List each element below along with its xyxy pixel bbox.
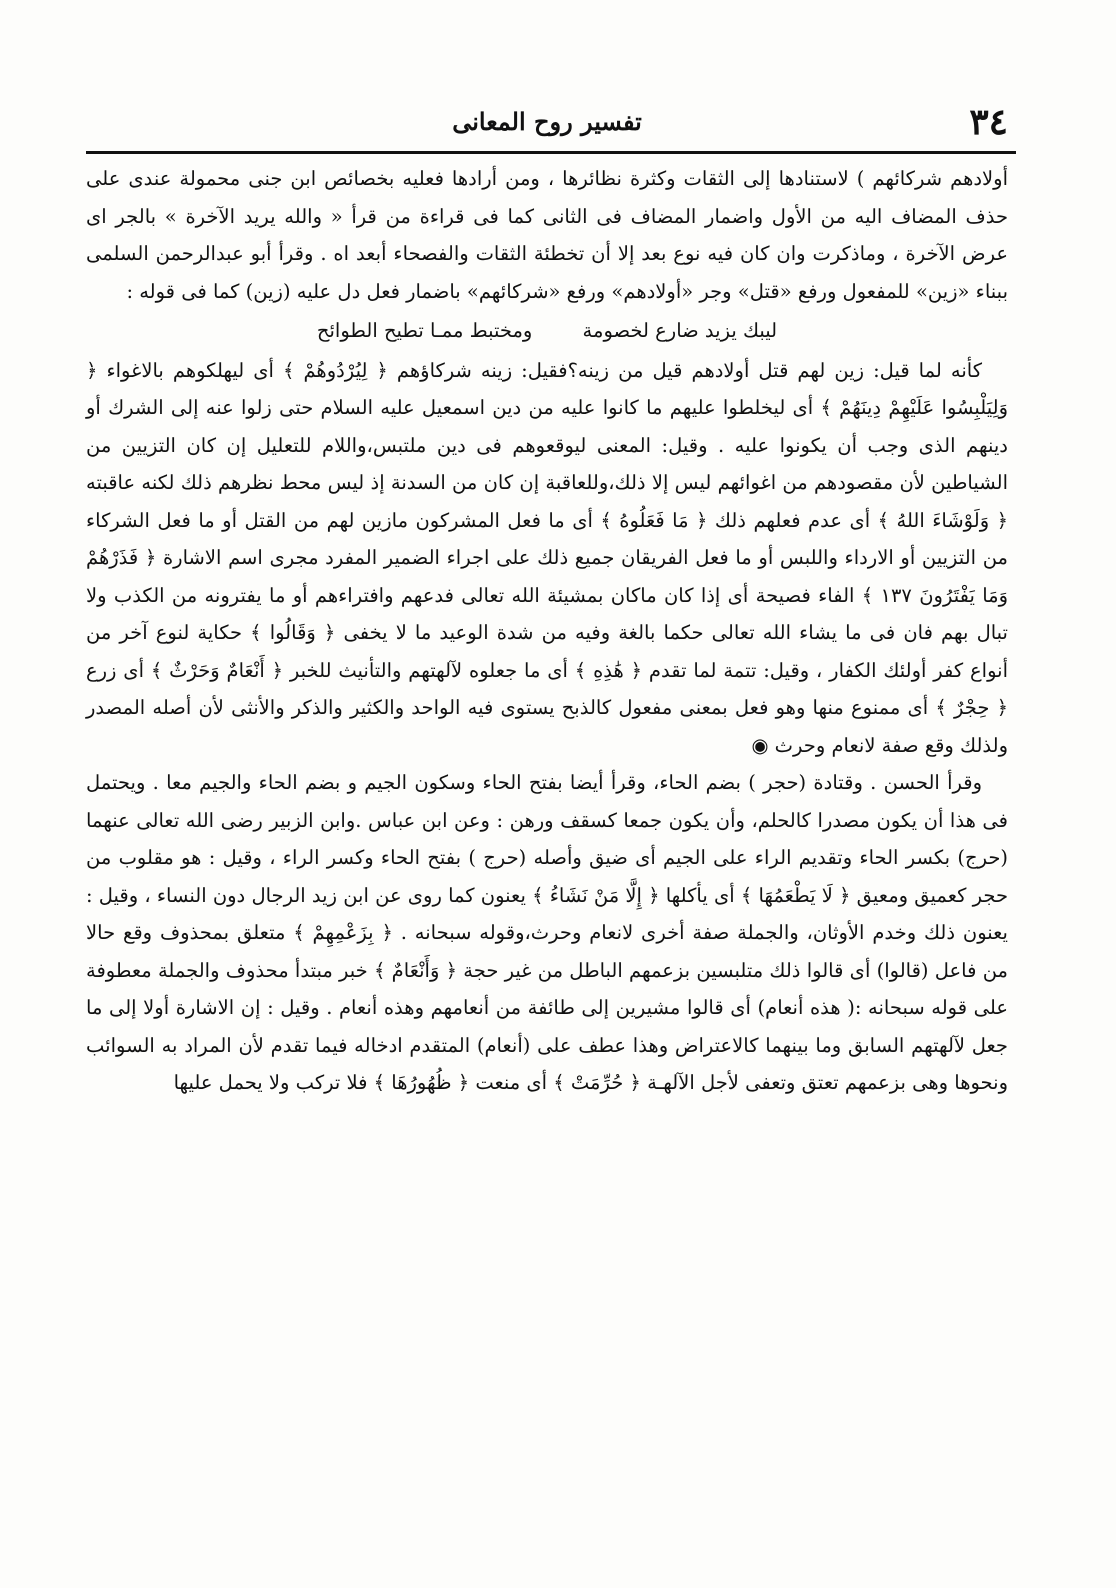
page-body: [86, 160, 1008, 1102]
paragraph: وقرأ الحسن . وقتادة (حجر ) بضم الحاء، وقرأ أيضا بفتح الحاء وسكون الجيم و بضم الحاء والجيم معا . ويحتمل فى هذا أن يكون مصدرا كالحلم، وأن يكون جمعا كسقف ورهن : وعن ابن عباس .وابن الزبير رضى الله تعالى عنهما (حرج) بكسر الحاء وتقديم الراء على الجيم أى ضيق وأصله (حرج ) بفتح الحاء وكسر الراء ، وقيل : هو مقلوب من حجر كعميق ومعيق ﴿ لَا يَطْعَمُهَا ﴾ أى يأكلها ﴿ إِلَّا مَنْ نَشَاءُ ﴾ يعنون كما روى عن ابن زيد الرجال دون النساء ، وقيل : يعنون ذلك وخدم الأوثان، والجملة صفة أخرى لانعام وحرث،وقوله سبحانه . ﴿ بِزَعْمِهِمْ ﴾ متعلق بمحذوف وقع حالا من فاعل (قالوا) أى قالوا ذلك متلبسين بزعمهم الباطل من غير حجة ﴿ وَأَنْعَامٌ ﴾ خبر مبتدأ محذوف والجملة معطوفة على قوله سبحانه :( هذه أنعام) أى قالوا مشيرين إلى طائفة من أنعامهم وهذه أنعام . وقيل : إن الاشارة أولا إلى ما جعل لآلهتهم السابق وما بينهما كالاعتراض وهذا عطف على (أنعام) المتقدم ادخاله فيما تقدم لأن المراد به السوائب ونحوها وهى بزعمهم تعتق وتعفى لأجل الآلهـة ﴿ حُرِّمَتْ ﴾ أى منعت ﴿ ظُهُورُهَا ﴾ فلا تركب ولا يحمل عليها: [86, 771, 1008, 1094]
paragraph: كأنه لما قيل: زين لهم قتل أولادهم قيل من زينه؟فقيل: زينه شركاؤهم ﴿ لِيُرْدُوهُمْ ﴾ أى ليهلكوهم بالاغواء ﴿ وَلِيَلْبِسُوا عَلَيْهِمْ دِينَهُمْ ﴾ أى ليخلطوا عليهم ما كانوا عليه من دين اسمعيل عليه السلام حتى زلوا عنه إلى الشرك أو دينهم الذى وجب أن يكونوا عليه . وقيل: المعنى ليوقعوهم فى دين ملتبس،واللام للتعليل إن كان التزيين من الشياطين لأن مقصودهم من اغوائهم ليس إلا ذلك،وللعاقبة إن كان من السدنة إذ ليس محط نظرهم ذلك لكنه عاقبته ﴿ وَلَوْشَاءَ اللهُ ﴾ أى عدم فعلهم ذلك ﴿ مَا فَعَلُوهُ ﴾ أى ما فعل المشركون مازين لهم من القتل أو ما فعل الشركاء من التزيين أو الارداء واللبس أو ما فعل الفريقان جميع ذلك على اجراء الضمير المفرد مجرى اسم الاشارة ﴿ فَذَرْهُمْ وَمَا يَفْتَرُونَ ١٣٧ ﴾ الفاء فصيحة أى إذا كان ماكان بمشيئة الله تعالى فدعهم وافتراءهم أو ما يفترونه من الكذب ولا تبال بهم فان فى ما يشاء الله تعالى حكما بالغة وفيه من شدة الوعيد ما لا يخفى ﴿ وَقَالُوا ﴾ حكاية لنوع آخر من أنواع كفر أولئك الكفار ، وقيل: تتمة لما تقدم ﴿ هَٰذِهِ ﴾ أى ما جعلوه لآلهتهم والتأنيث للخبر ﴿ أَنْعَامٌ وَحَرْثٌ ﴾ أى زرع ﴿ حِجْرٌ ﴾ أى ممنوع منها وهو فعل بمعنى مفعول كالذبح يستوى فيه الواحد والكثير والذكر والأنثى لأن أصله المصدر ولذلك وقع صفة لانعام وحرث ◉: [86, 358, 1008, 757]
verse-left-hemistich: ومختبط ممـا تطيح الطوائح: [316, 319, 533, 342]
page-header: [86, 100, 1008, 144]
header-rule: [86, 151, 1016, 154]
verse-right-hemistich: ليبك يزيد ضارع لخصومة: [582, 319, 778, 342]
running-title: تفسير روح المعانى: [452, 107, 642, 136]
poetry-verse: [86, 310, 1008, 352]
page-number: ٣٤: [969, 101, 1008, 143]
paragraph: أولادهم شركائهم ) لاستنادها إلى الثقات وكثرة نظائرها ، ومن أرادها فعليه بخصائص ابن جنى محمولة عندى على حذف المضاف اليه من الأول واضمار المضاف فى الثانى كما فى قراءة من قرأ « والله يريد الآخرة » بالجر اى عرض الآخرة ، وماذكرت وان كان فيه نوع بعد إلا أن تخطئة الثقات والفصحاء أبعد اه . وقرأ أبو عبدالرحمن السلمى ببناء «زين» للمفعول ورفع «قتل» وجر «أولادهم» ورفع «شركائهم» باضمار فعل دل عليه (زين) كما فى قوله :: [86, 167, 1008, 303]
